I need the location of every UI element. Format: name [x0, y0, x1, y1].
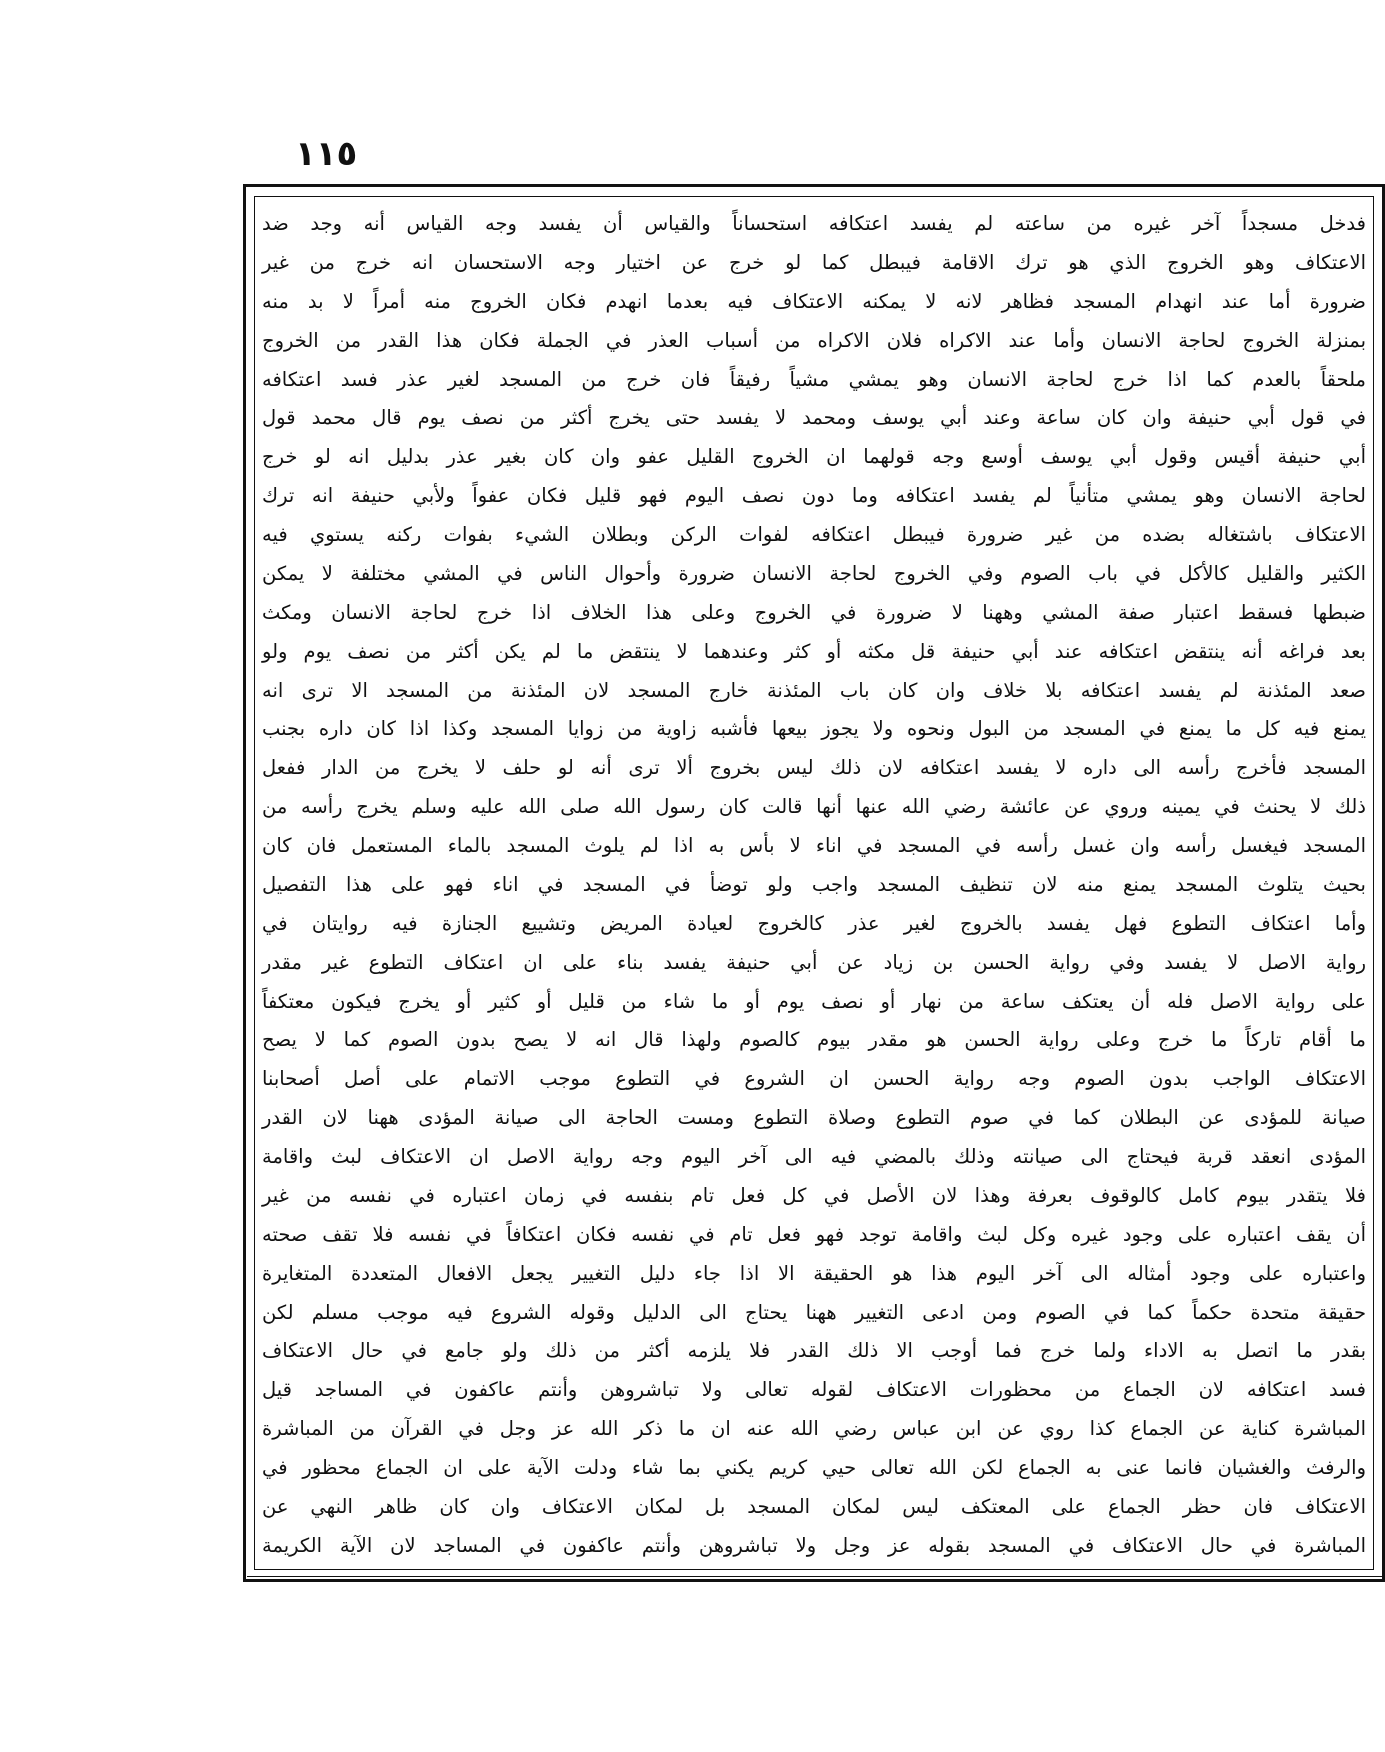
text-line: ذلك لا يحنث في يمينه وروي عن عائشة رضي الله عنها أنها قالت كان رسول الله صلى الله عليه وسلم يخرج رأسه من	[262, 795, 1366, 819]
text-line: واعتباره على وجود أمثاله الى آخر اليوم هذا هو الحقيقة الا اذا جاء دليل التغيير يجعل الافعال المتعددة المتغايرة	[262, 1261, 1366, 1285]
text-line: لحاجة الانسان وهو يمشي متأنياً لم يفسد اعتكافه وما دون نصف اليوم فهو قليل فكان عفواً ولأبي حنيفة انه ترك	[262, 484, 1366, 508]
text-line: ضرورة أما عند انهدام المسجد فظاهر لانه لا يمكنه الاعتكاف فيه بعدما انهدم فكان الخروج منه أمراً لا بد منه	[262, 289, 1366, 313]
text-line: ملحقاً بالعدم كما اذا خرج لحاجة الانسان وهو يمشي مشياً رفيقاً فان خرج من المسجد لغير عذر فسد اعتكافه	[262, 367, 1366, 391]
text-line: الاعتكاف فان حظر الجماع على المعتكف ليس لمكان المسجد بل لمكان الاعتكاف وان كان ظاهر النهي عن	[262, 1494, 1366, 1518]
text-line: المباشرة في حال الاعتكاف في المسجد بقوله عز وجل ولا تباشروهن وأنتم عاكفون في المساجد لان الآية الكريمة	[262, 1533, 1366, 1557]
text-line: فسد اعتكافه لان الجماع من محظورات الاعتكاف لقوله تعالى ولا تباشروهن وأنتم عاكفون في المساجد قيل	[262, 1378, 1366, 1402]
text-line: الاعتكاف وهو الخروج الذي هو ترك الاقامة فيبطل كما لو خرج عن اختيار وجه الاستحسان انه خرج من غير	[262, 250, 1366, 274]
text-line: بقدر ما اتصل به الاداء ولما خرج فما أوجب الا ذلك القدر فلا يلزمه أكثر من ذلك ولو جامع في حال الاعتكاف	[262, 1339, 1366, 1363]
text-line: المسجد فأخرج رأسه الى داره لا يفسد اعتكافه لان ذلك ليس بخروج ألا ترى أنه لو حلف لا يخرج من الدار ففعل	[262, 756, 1366, 780]
text-line: بعد فراغه أنه ينتقض اعتكافه عند أبي حنيفة قل مكثه أو كثر وعندهما لا ينتقض ما لم يكن أكثر من نصف يوم ولو	[262, 639, 1366, 663]
text-line: على رواية الاصل فله أن يعتكف ساعة من نهار أو نصف يوم أو ما شاء من قليل أو كثير أو يخرج فيكون معتكفاً	[262, 989, 1366, 1013]
text-line: المسجد فيغسل رأسه وان غسل رأسه في المسجد في اناء لا بأس به اذا لم يلوث المسجد بالماء المستعمل فان كان	[262, 834, 1366, 857]
text-line: الاعتكاف باشتغاله بضده من غير ضرورة فيبطل اعتكافه لفوات الركن وبطلان الشيء بفوات ركنه يستوي فيه	[262, 523, 1366, 546]
text-line: حقيقة متحدة حكماً كما في الصوم ومن ادعى التغيير ههنا يحتاج الى الدليل وقوله الشروع فيه موجب مسلم لكن	[262, 1300, 1366, 1324]
text-line: والرفث والغشيان فانما عنى به الجماع لكن الله تعالى حيي كريم يكني بما شاء ودلت الآية على ان الجماع محظور في	[262, 1456, 1366, 1479]
text-line: الكثير والقليل كالأكل في باب الصوم وفي الخروج لحاجة الانسان ضرورة وأحوال الناس في المشي مختلفة لا يمكن	[262, 561, 1366, 585]
text-line: الاعتكاف الواجب بدون الصوم وجه رواية الحسن ان الشروع في التطوع موجب الاتمام على أصل أصحابنا	[262, 1067, 1366, 1091]
text-line: المؤدى انعقد قربة فيحتاج الى صيانته وذلك بالمضي فيه الى آخر اليوم وجه رواية الاصل ان الاعتكاف لبث واقامة	[262, 1145, 1366, 1168]
text-line: ضبطها فسقط اعتبار صفة المشي وههنا لا ضرورة في الخروج وعلى هذا الخلاف اذا خرج لحاجة الانسان ومكث	[262, 600, 1366, 624]
text-line: وأما اعتكاف التطوع فهل يفسد بالخروج لغير عذر كالخروج لعيادة المريض وتشييع الجنازة فيه روايتان في	[262, 911, 1366, 935]
text-line: في قول أبي حنيفة وان كان ساعة وعند أبي يوسف ومحمد لا يفسد حتى يخرج أكثر من نصف يوم قال محمد قول	[262, 406, 1366, 430]
text-line: صيانة للمؤدى عن البطلان كما في صوم التطوع وصلاة التطوع ومست الحاجة الى صيانة المؤدى ههنا لان القدر	[262, 1106, 1366, 1130]
text-line: أبي حنيفة أقيس وقول أبي يوسف أوسع وجه قولهما ان الخروج القليل عفو وان كان بغير عذر بدليل انه لو خرج	[262, 445, 1366, 469]
text-line: فلا يتقدر بيوم كامل كالوقوف بعرفة وهذا لان الأصل في كل فعل تام بنفسه في زمان اعتباره في نفسه من غير	[262, 1183, 1366, 1207]
main-text-block	[262, 205, 1366, 1565]
text-line: صعد المئذنة لم يفسد اعتكافه بلا خلاف وان كان باب المئذنة خارج المسجد لان المئذنة من المسجد الا ترى انه	[262, 678, 1366, 702]
text-line: أن يقف اعتباره على وجود غيره وكل لبث واقامة توجد فهو فعل تام في نفسه فكان اعتكافاً في نفسه فلا تقف صحته	[262, 1222, 1366, 1246]
text-line: فدخل مسجداً آخر غيره من ساعته لم يفسد اعتكافه استحساناً والقياس أن يفسد وجه القياس أنه وجد ضد	[262, 212, 1366, 235]
bottom-rule	[247, 1576, 1383, 1577]
text-line: بمنزلة الخروج لحاجة الانسان وأما عند الاكراه فلان الاكراه من أسباب العذر في الجملة فكان هذا القدر من الخروج	[262, 328, 1366, 352]
text-line: المباشرة كناية عن الجماع كذا روي عن ابن عباس رضي الله عنه ان ما ذكر الله عز وجل في القرآن من المباشرة	[262, 1417, 1366, 1441]
text-line: ما أقام تاركاً ما خرج وعلى رواية الحسن هو مقدر بيوم كالصوم ولهذا قال انه لا يصح بدون الصوم كما لا يصح	[262, 1028, 1366, 1052]
page-number: ١١٥	[295, 134, 358, 174]
text-line: يمنع فيه كل ما يمنع في المسجد من البول ونحوه ولا يجوز بيعها فأشبه زاوية من زوايا المسجد وكذا اذا كان داره بجنب	[262, 717, 1366, 741]
text-line: رواية الاصل لا يفسد وفي رواية الحسن بن زياد عن أبي حنيفة يفسد بناء على ان اعتكاف التطوع غير مقدر	[262, 950, 1366, 974]
text-line: بحيث يتلوث المسجد يمنع منه لان تنظيف المسجد واجب ولو توضأ في المسجد في اناء فهو على هذا التفصيل	[262, 872, 1366, 896]
